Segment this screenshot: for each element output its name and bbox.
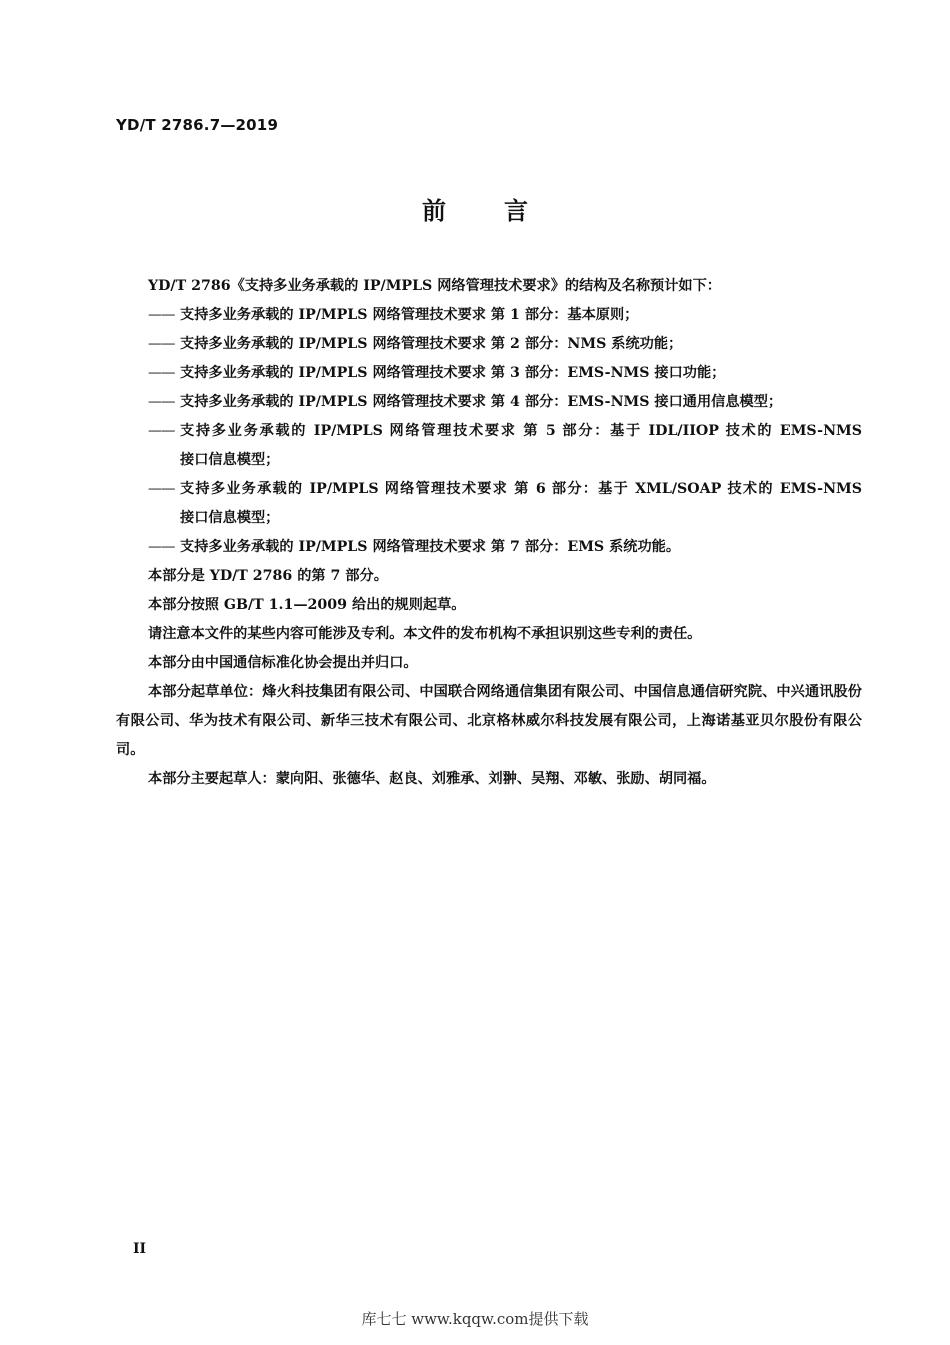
list-item-text: 支持多业务承载的 IP/MPLS 网络管理技术要求 第 4 部分：EMS-NMS 接口通用信息模型；: [180, 394, 783, 410]
part-number-paragraph: 本部分是 YD/T 2786 的第 7 部分。: [148, 568, 388, 584]
list-item-text: 支持多业务承载的 IP/MPLS 网络管理技术要求 第 6 部分：基于 XML/SOAP 技术的 EMS-NMS: [180, 481, 862, 497]
list-item: [116, 301, 862, 330]
foreword-body: [116, 272, 862, 794]
list-item-continuation: 接口信息模型；: [180, 452, 280, 468]
list-item: [116, 417, 862, 446]
list-item-text: 支持多业务承载的 IP/MPLS 网络管理技术要求 第 1 部分：基本原则；: [180, 307, 639, 323]
list-dash: ——: [148, 307, 175, 323]
list-item: [116, 533, 862, 562]
list-dash: ——: [148, 481, 175, 497]
list-item-text: 支持多业务承载的 IP/MPLS 网络管理技术要求 第 7 部分：EMS 系统功能。: [180, 539, 681, 555]
list-item-text: 支持多业务承载的 IP/MPLS 网络管理技术要求 第 5 部分：基于 IDL/IIOP 技术的 EMS-NMS: [180, 423, 862, 439]
list-dash: ——: [148, 423, 175, 439]
drafters-paragraph: 本部分主要起草人：蒙向阳、张德华、赵良、刘雅承、刘翀、吴翔、邓敏、张励、胡同福。: [148, 771, 716, 787]
standard-code: YD/T 2786.7—2019: [116, 116, 279, 134]
list-item-text: 支持多业务承载的 IP/MPLS 网络管理技术要求 第 2 部分：NMS 系统功能；: [180, 336, 683, 352]
list-dash: ——: [148, 394, 175, 410]
page-title: 前言: [422, 197, 586, 225]
list-dash: ——: [148, 336, 175, 352]
list-dash: ——: [148, 365, 175, 381]
patent-notice-paragraph: 请注意本文件的某些内容可能涉及专利。本文件的发布机构不承担识别这些专利的责任。: [148, 626, 702, 642]
list-item: [116, 475, 862, 504]
list-dash: ——: [148, 539, 175, 555]
proposer-paragraph: 本部分由中国通信标准化协会提出并归口。: [148, 655, 418, 671]
page-number: II: [133, 1241, 147, 1257]
download-watermark: 库七七 www.kqqw.com提供下载: [361, 1310, 589, 1328]
list-item-continuation: 接口信息模型；: [180, 510, 280, 526]
list-item: [116, 330, 862, 359]
list-item: [116, 359, 862, 388]
drafting-rule-paragraph: 本部分按照 GB/T 1.1—2009 给出的规则起草。: [148, 597, 466, 613]
drafting-units-paragraph: 本部分起草单位：烽火科技集团有限公司、中国联合网络通信集团有限公司、中国信息通信研究院、中兴通讯股份有限公司、华为技术有限公司、新华三技术有限公司、北京格林威尔科技发展有限公司，上海诺基亚贝尔股份有限公司。: [116, 684, 862, 758]
list-item-text: 支持多业务承载的 IP/MPLS 网络管理技术要求 第 3 部分：EMS-NMS 接口功能；: [180, 365, 726, 381]
intro-paragraph: YD/T 2786《支持多业务承载的 IP/MPLS 网络管理技术要求》的结构及名称预计如下：: [148, 278, 721, 294]
list-item: [116, 388, 862, 417]
